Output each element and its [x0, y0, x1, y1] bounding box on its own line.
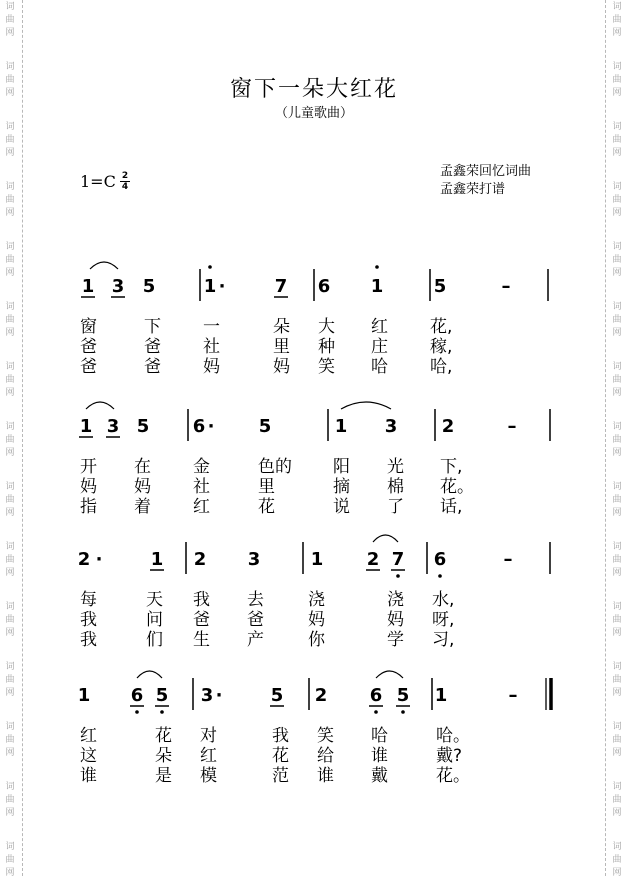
lyric-word: 花: [258, 497, 275, 517]
lyric-word: 模: [200, 766, 217, 786]
score-note: 6: [192, 416, 206, 437]
lyric-word: 红: [193, 497, 210, 517]
lyric-word: 妈: [203, 357, 220, 377]
watermark-char: 网: [5, 88, 15, 98]
score-note: 2: [441, 416, 455, 437]
lyric-word: 爸: [144, 337, 161, 357]
slur-arc: [90, 262, 118, 269]
score-note: 6: [369, 685, 383, 706]
lyric-word: 谁: [80, 766, 97, 786]
score-note: 1: [370, 276, 384, 297]
watermark-char: 曲: [612, 15, 622, 25]
watermark-char: 网: [612, 448, 622, 458]
lyric-word: 爸: [80, 357, 97, 377]
watermark-char: 网: [612, 208, 622, 218]
watermark-char: 曲: [612, 135, 622, 145]
watermark-char: 曲: [5, 135, 15, 145]
lyric-word: 呀,: [432, 610, 455, 630]
score-note: 7: [391, 549, 405, 570]
watermark-char: 曲: [5, 675, 15, 685]
score-note: –: [503, 549, 513, 570]
score-note: 2: [77, 549, 91, 570]
lyric-word: 妈: [308, 610, 325, 630]
lyric-word: 稼,: [430, 337, 453, 357]
watermark-char: 网: [5, 808, 15, 818]
score-note: 7: [274, 276, 288, 297]
lyric-word: 产: [247, 630, 264, 650]
watermark-char: 词: [5, 842, 15, 852]
lyric-word: 我: [80, 630, 97, 650]
score-note: 3: [247, 549, 261, 570]
score-note: 1: [434, 685, 448, 706]
watermark-char: 词: [612, 122, 622, 132]
watermark-char: 曲: [5, 855, 15, 865]
watermark-char: 曲: [612, 855, 622, 865]
watermark-char: 词: [612, 62, 622, 72]
time-signature-top: 2: [121, 171, 129, 181]
score-note: 5: [433, 276, 447, 297]
lyric-word: 指: [80, 497, 97, 517]
lyric-word: 花,: [430, 317, 453, 337]
key-signature: 1=C: [80, 172, 116, 191]
lyric-word: 里: [258, 477, 275, 497]
score-note: 1: [150, 549, 164, 570]
lyric-word: 朵: [155, 746, 172, 766]
watermark-char: 词: [5, 122, 15, 132]
watermark-char: 网: [612, 388, 622, 398]
watermark-char: 词: [5, 602, 15, 612]
low-octave-dot: [396, 574, 400, 578]
lyric-word: 笑: [317, 726, 334, 746]
watermark-char: 曲: [612, 495, 622, 505]
lyric-word: 红: [80, 726, 97, 746]
lyric-word: 花。: [440, 477, 474, 497]
lyric-word: 花。: [436, 766, 470, 786]
watermark-char: 网: [5, 688, 15, 698]
lyric-word: 我: [272, 726, 289, 746]
score-note: 2: [193, 549, 207, 570]
watermark-char: 词: [5, 62, 15, 72]
lyric-word: 庄: [371, 337, 388, 357]
watermark-char: 网: [5, 28, 15, 38]
lyric-word: 光: [387, 457, 404, 477]
watermark-char: 曲: [5, 435, 15, 445]
watermark-char: 曲: [612, 75, 622, 85]
watermark-char: 词: [612, 482, 622, 492]
watermark-char: 网: [5, 268, 15, 278]
lyric-word: 学: [387, 630, 404, 650]
lyric-word: 习,: [432, 630, 455, 650]
score-note: –: [501, 276, 511, 297]
watermark-char: 词: [5, 782, 15, 792]
watermark-char: 曲: [5, 735, 15, 745]
score-note: 1: [203, 276, 217, 297]
watermark-char: 词: [612, 542, 622, 552]
score-note: ·: [95, 549, 103, 570]
score-credit: 孟鑫荣打谱: [440, 182, 506, 197]
watermark-char: 词: [612, 2, 622, 12]
watermark-char: 网: [5, 208, 15, 218]
score-note: ·: [207, 416, 215, 437]
watermark-char: 曲: [5, 255, 15, 265]
low-octave-dot: [160, 710, 164, 714]
lyric-word: 我: [80, 610, 97, 630]
watermark-char: 词: [5, 422, 15, 432]
lyric-word: 谁: [317, 766, 334, 786]
lyric-word: 妈: [273, 357, 290, 377]
watermark-char: 网: [612, 268, 622, 278]
score-note: 5: [396, 685, 410, 706]
slur-arc: [341, 402, 391, 409]
lyric-word: 里: [273, 337, 290, 357]
watermark-char: 曲: [612, 675, 622, 685]
lyric-word: 笑: [318, 357, 335, 377]
watermark-char: 网: [612, 148, 622, 158]
lyric-word: 我: [193, 590, 210, 610]
lyrics-credit: 孟鑫荣回忆词曲: [440, 164, 532, 179]
watermark-char: 词: [612, 422, 622, 432]
watermark-char: 网: [5, 328, 15, 338]
watermark-char: 网: [5, 508, 15, 518]
watermark-char: 网: [612, 628, 622, 638]
lyric-word: 你: [308, 630, 325, 650]
lyric-word: 社: [193, 477, 210, 497]
lyric-word: 们: [146, 630, 163, 650]
watermark-char: 网: [612, 808, 622, 818]
lyric-word: 爸: [144, 357, 161, 377]
watermark-char: 词: [612, 242, 622, 252]
watermark-char: 曲: [5, 795, 15, 805]
lyric-word: 大: [318, 317, 335, 337]
watermark-char: 曲: [612, 795, 622, 805]
score-note: 2: [366, 549, 380, 570]
lyric-word: 下: [144, 317, 161, 337]
lyric-word: 妈: [80, 477, 97, 497]
watermark-char: 曲: [612, 615, 622, 625]
score-note: 1: [310, 549, 324, 570]
lyric-word: 色的: [258, 457, 292, 477]
lyric-word: 棉: [387, 477, 404, 497]
low-octave-dot: [135, 710, 139, 714]
watermark-char: 曲: [5, 15, 15, 25]
watermark-char: 曲: [612, 435, 622, 445]
lyric-word: 红: [371, 317, 388, 337]
lyric-word: 摘: [333, 477, 350, 497]
score-note: 5: [155, 685, 169, 706]
watermark-char: 网: [5, 568, 15, 578]
lyric-word: 对: [200, 726, 217, 746]
watermark-char: 词: [5, 482, 15, 492]
watermark-char: 词: [612, 182, 622, 192]
lyric-word: 哈。: [436, 726, 470, 746]
lyric-word: 爸: [193, 610, 210, 630]
lyric-word: 天: [146, 590, 163, 610]
score-note: 1: [81, 276, 95, 297]
watermark-char: 曲: [5, 75, 15, 85]
score-note: 1: [79, 416, 93, 437]
score-note: 6: [317, 276, 331, 297]
lyric-word: 花: [155, 726, 172, 746]
lyric-word: 阳: [333, 457, 350, 477]
watermark-char: 曲: [5, 555, 15, 565]
watermark-char: 网: [612, 28, 622, 38]
time-signature-bottom: 4: [121, 182, 129, 192]
score-note: 1: [77, 685, 91, 706]
lyric-word: 妈: [134, 477, 151, 497]
score-note: 5: [270, 685, 284, 706]
lyric-word: 生: [193, 630, 210, 650]
watermark-char: 曲: [5, 195, 15, 205]
slur-arc: [373, 535, 398, 542]
score-note: 5: [142, 276, 156, 297]
watermark-char: 网: [5, 148, 15, 158]
watermark-char: 曲: [612, 555, 622, 565]
lyric-word: 爸: [80, 337, 97, 357]
watermark-char: 曲: [5, 495, 15, 505]
lyric-word: 花: [272, 746, 289, 766]
score-note: 5: [258, 416, 272, 437]
watermark-char: 网: [612, 868, 622, 878]
watermark-char: 网: [5, 628, 15, 638]
watermark-char: 曲: [612, 735, 622, 745]
lyric-word: 浇: [387, 590, 404, 610]
score-note: 5: [136, 416, 150, 437]
high-octave-dot: [375, 265, 379, 269]
watermark-char: 网: [612, 328, 622, 338]
lyric-word: 戴?: [436, 746, 463, 766]
score-note: 3: [200, 685, 214, 706]
watermark-char: 网: [612, 88, 622, 98]
watermark-char: 网: [612, 508, 622, 518]
watermark-char: 词: [5, 182, 15, 192]
lyric-word: 戴: [371, 766, 388, 786]
lyric-word: 金: [193, 457, 210, 477]
lyric-word: 范: [272, 766, 289, 786]
watermark-char: 曲: [5, 315, 15, 325]
watermark-char: 网: [612, 748, 622, 758]
low-octave-dot: [401, 710, 405, 714]
watermark-char: 词: [5, 302, 15, 312]
lyric-word: 是: [155, 766, 172, 786]
song-subtitle: （儿童歌曲）: [274, 106, 353, 121]
score-note: 3: [106, 416, 120, 437]
watermark-char: 曲: [612, 255, 622, 265]
lyric-word: 哈: [371, 357, 388, 377]
lyric-word: 水,: [432, 590, 455, 610]
score-note: 3: [384, 416, 398, 437]
watermark-char: 词: [612, 602, 622, 612]
lyric-word: 着: [134, 497, 151, 517]
slur-arc: [376, 671, 403, 678]
score-note: 2: [314, 685, 328, 706]
lyric-word: 给: [317, 746, 334, 766]
lyric-word: 问: [146, 610, 163, 630]
watermark-char: 词: [5, 362, 15, 372]
watermark-char: 词: [5, 722, 15, 732]
watermark-char: 词: [5, 542, 15, 552]
lyric-word: 话,: [440, 497, 463, 517]
score-note: –: [507, 416, 517, 437]
lyric-word: 红: [200, 746, 217, 766]
watermark-char: 网: [5, 868, 15, 878]
lyric-word: 每: [80, 590, 97, 610]
watermark-char: 网: [612, 688, 622, 698]
lyric-word: 妈: [387, 610, 404, 630]
lyric-word: 了: [387, 497, 404, 517]
score-note: –: [508, 685, 518, 706]
score-note: 3: [111, 276, 125, 297]
watermark-char: 曲: [5, 615, 15, 625]
slur-arc: [86, 402, 114, 409]
score-note: 6: [130, 685, 144, 706]
low-octave-dot: [438, 574, 442, 578]
song-title: 窗下一朵大红花: [229, 77, 398, 102]
watermark-char: 曲: [612, 315, 622, 325]
lyric-word: 窗: [80, 317, 97, 337]
watermark-char: 网: [5, 748, 15, 758]
watermark-char: 词: [612, 662, 622, 672]
lyric-word: 种: [318, 337, 335, 357]
watermark-char: 词: [612, 302, 622, 312]
watermark-char: 词: [5, 662, 15, 672]
lyric-word: 浇: [308, 590, 325, 610]
watermark-char: 词: [612, 362, 622, 372]
lyric-word: 说: [333, 497, 350, 517]
score-note: ·: [218, 276, 226, 297]
lyric-word: 哈: [371, 726, 388, 746]
watermark-char: 词: [612, 782, 622, 792]
slur-arc: [137, 671, 162, 678]
watermark-char: 曲: [612, 195, 622, 205]
lyric-word: 去: [247, 590, 264, 610]
high-octave-dot: [208, 265, 212, 269]
lyric-word: 爸: [247, 610, 264, 630]
watermark-char: 网: [612, 568, 622, 578]
lyric-word: 下,: [440, 457, 463, 477]
lyric-word: 社: [203, 337, 220, 357]
watermark-char: 网: [5, 448, 15, 458]
watermark-char: 词: [612, 842, 622, 852]
low-octave-dot: [374, 710, 378, 714]
watermark-char: 词: [5, 242, 15, 252]
score-note: 6: [433, 549, 447, 570]
lyric-word: 朵: [273, 317, 290, 337]
watermark-char: 曲: [5, 375, 15, 385]
lyric-word: 开: [80, 457, 97, 477]
watermark-char: 词: [612, 722, 622, 732]
score-note: ·: [215, 685, 223, 706]
lyric-word: 谁: [371, 746, 388, 766]
watermark-char: 网: [5, 388, 15, 398]
watermark-char: 词: [5, 2, 15, 12]
watermark-char: 曲: [612, 375, 622, 385]
lyric-word: 哈,: [430, 357, 453, 377]
lyric-word: 在: [134, 457, 151, 477]
lyric-word: 这: [80, 746, 97, 766]
score-note: 1: [334, 416, 348, 437]
lyric-word: 一: [203, 317, 220, 337]
